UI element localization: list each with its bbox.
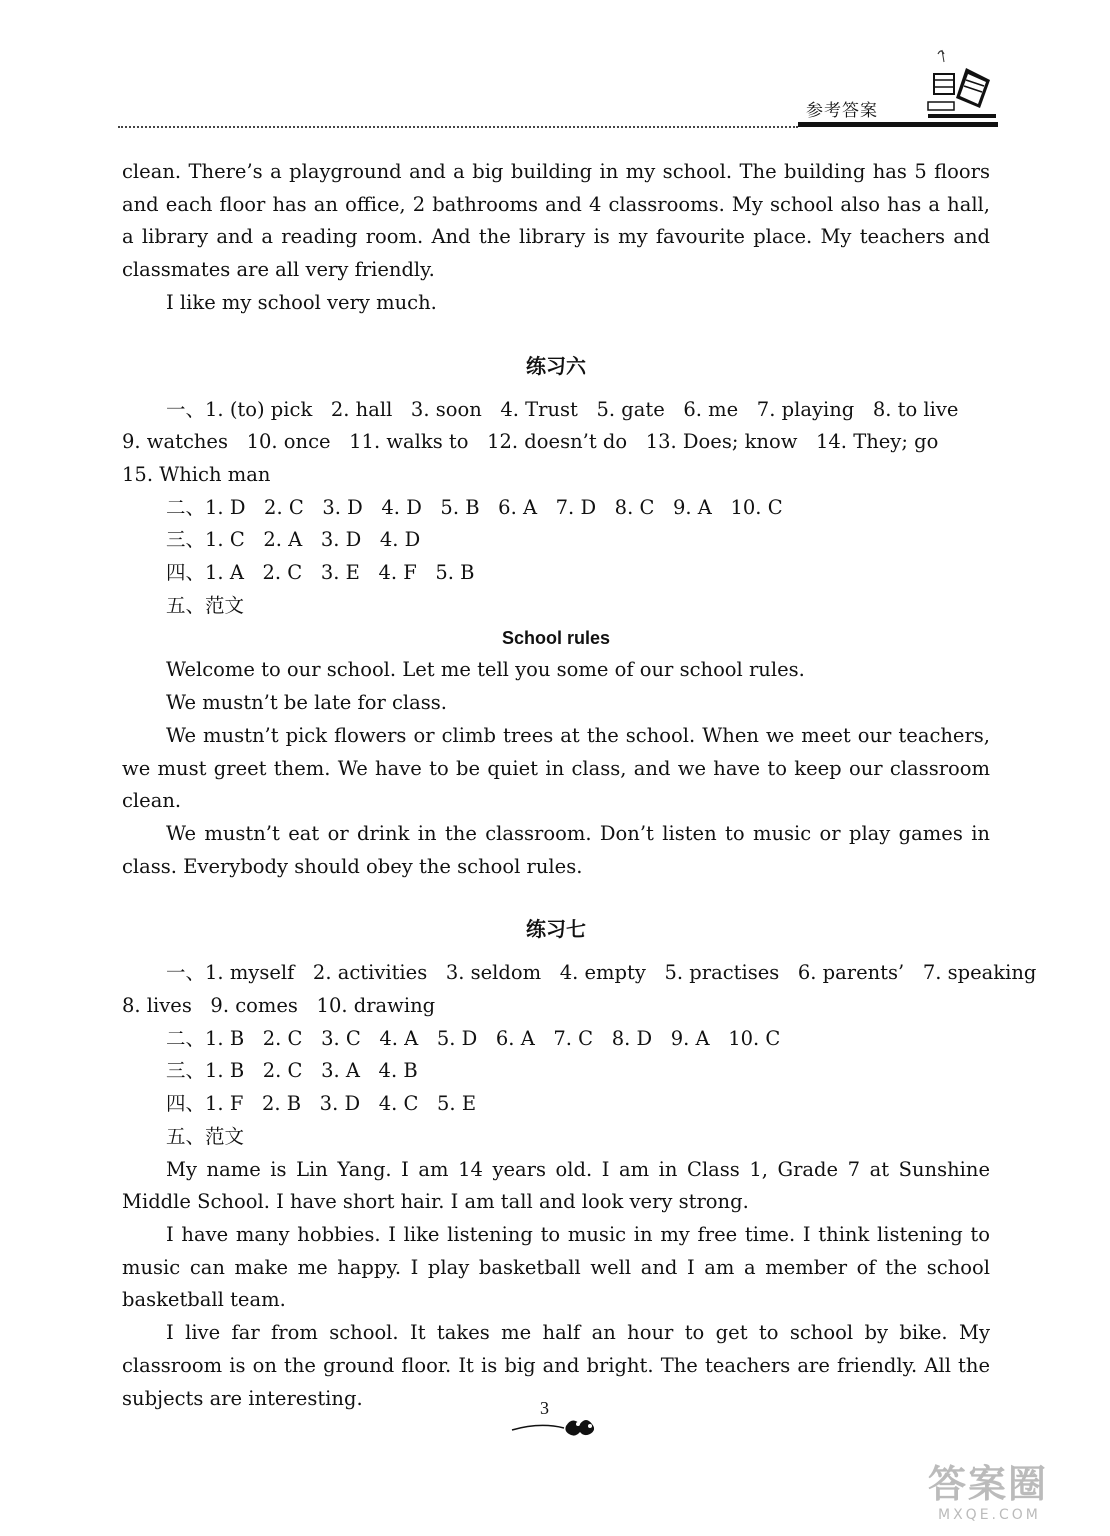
page-footer	[510, 1398, 630, 1438]
answer-text: 1. F 2. B 3. D 4. C 5. E	[205, 1092, 477, 1116]
flourish-icon	[510, 1410, 620, 1438]
header-dotted-rule	[118, 126, 798, 128]
essay-paragraph: My name is Lin Yang. I am 14 years old. I am in Class 1, Grade 7 at Sunshine Middle School. I have short hair. I am tall and look very strong.	[122, 1157, 990, 1214]
part-label: 四、	[166, 1092, 206, 1116]
part-label: 三、	[166, 528, 206, 552]
answer-text: 1. C 2. A 3. D 4. D	[205, 528, 421, 552]
part-label: 二、	[166, 495, 206, 519]
essay-paragraph: We mustn’t pick flowers or climb trees at the school. When we meet our teachers, we must greet them. We have to be quiet in class, and we have to keep our classroom clean.	[122, 723, 990, 813]
essay-title: School rules	[501, 628, 611, 649]
section7-part4	[122, 1088, 990, 1121]
part-label: 三、	[166, 1059, 206, 1083]
watermark-logo-text: 答案圈	[928, 1462, 1049, 1506]
intro-paragraph: I like my school very much.	[166, 290, 437, 314]
answer-text: 1. D 2. C 3. D 4. D 5. B 6. A 7. D 8. C 9. A 10. C	[205, 495, 783, 519]
part-label: 四、	[166, 561, 206, 585]
watermark-url: MXQE.COM	[938, 1507, 1041, 1523]
part-label: 五、范文	[166, 593, 245, 617]
essay-paragraph: We mustn’t eat or drink in the classroom. Don’t listen to music or play games in class. Everybody should obey the school rules.	[122, 821, 990, 878]
essay-paragraph: I live far from school. It takes me half an hour to get to school by bike. My classroom is on the ground floor. It is big and bright. The teachers are friendly. All the subjects are interesting.	[122, 1321, 990, 1410]
section7-part1-line	[122, 957, 1037, 990]
watermark	[928, 1462, 1098, 1530]
section6-part1-line: 9. watches 10. once 11. walks to 12. doesn’t do 13. Does; know 14. They; go	[122, 430, 939, 454]
answer-text: 1. B 2. C 3. C 4. A 5. D 6. A 7. C 8. D 9. A 10. C	[205, 1026, 781, 1050]
section6-part3	[122, 524, 990, 557]
answer-text: 1. myself 2. activities 3. seldom 4. empty 5. practises 6. parents’ 7. speaking	[205, 961, 1037, 985]
answer-content	[122, 156, 1037, 1415]
part-label: 二、	[166, 1026, 206, 1050]
page-header	[118, 40, 998, 140]
part-label: 五、范文	[166, 1124, 245, 1148]
part-label: 一、	[166, 397, 206, 421]
section6-part1-line: 15. Which man	[122, 462, 271, 486]
section7-part5	[122, 1121, 990, 1154]
answer-text: 1. B 2. C 3. A 4. B	[205, 1059, 418, 1083]
section6-part4	[122, 557, 990, 590]
book-icon	[908, 46, 998, 122]
essay-paragraph: Welcome to our school. Let me tell you some of our school rules.	[166, 658, 805, 682]
section7-part2	[122, 1023, 990, 1056]
section6-part1-line	[122, 394, 990, 427]
section6-part5	[122, 590, 990, 623]
section6-part2	[122, 492, 990, 525]
answer-text: 1. (to) pick 2. hall 3. soon 4. Trust 5. gate 6. me 7. playing 8. to live	[205, 397, 959, 421]
page-number: 3	[540, 1398, 549, 1418]
header-title: 参考答案	[806, 101, 878, 121]
part-label: 一、	[166, 961, 206, 985]
section-title-7: 练习七	[526, 917, 586, 942]
section-title-6: 练习六	[526, 353, 586, 378]
section7-part1-line: 8. lives 9. comes 10. drawing	[122, 994, 436, 1018]
section7-part3	[122, 1055, 990, 1088]
answer-text: 1. A 2. C 3. E 4. F 5. B	[205, 561, 475, 585]
essay-paragraph: We mustn’t be late for class.	[166, 691, 448, 715]
header-solid-rule	[798, 122, 998, 127]
essay-paragraph: I have many hobbies. I like listening to music in my free time. I think listening to music can make me happy. I play basketball well and I am a member of the school basketball team.	[122, 1222, 990, 1312]
intro-paragraph: clean. There’s a playground and a big building in my school. The building has 5 floors and each floor has an office, 2 bathrooms and 4 classrooms. My school also has a hall, a library and a reading room. And the library is my favourite place. My teachers and classmates are all very friendly.	[122, 160, 990, 282]
